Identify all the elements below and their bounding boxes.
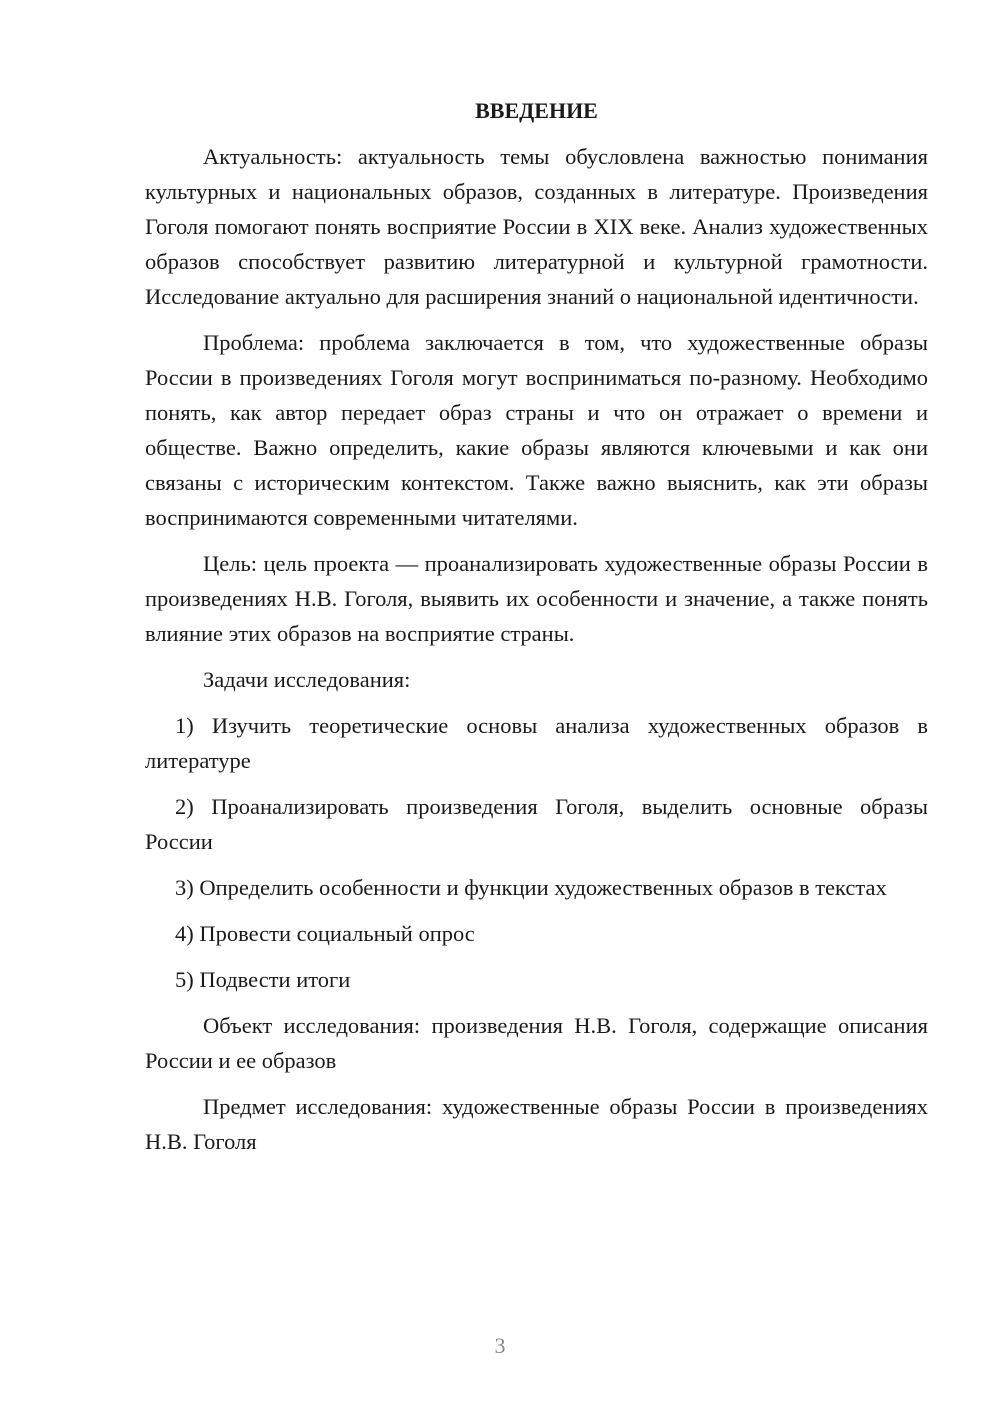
task-item: 3) Определить особенности и функции художественных образов в текстах [175, 875, 887, 900]
task-item: 5) Подвести итоги [175, 967, 351, 992]
goal-paragraph: Цель: цель проекта — проанализировать художественные образы России в произведениях Н.В. Гоголя, выявить их особенности и значение, а также понять влияние этих образов на восприятие страны. [145, 551, 928, 646]
problem-paragraph: Проблема: проблема заключается в том, что художественные образы России в произведениях Гоголя могут восприниматься по-разному. Необходимо понять, как автор передает образ страны и что он отражает о времени и обществе. Важно определить, какие образы являются ключевыми и как они связаны с историческим контекстом. Также важно выяснить, как эти образы воспринимаются современными читателями. [145, 330, 928, 530]
page-title: ВВЕДЕНИЕ [475, 98, 598, 123]
document-page [145, 93, 928, 1170]
page-number: 3 [494, 1333, 506, 1358]
object-paragraph: Объект исследования: произведения Н.В. Гоголя, содержащие описания России и ее образов [145, 1013, 928, 1073]
relevance-paragraph: Актуальность: актуальность темы обусловлена важностью понимания культурных и национальных образов, созданных в литературе. Произведения Гоголя помогают понять восприятие России в XIX веке. Анализ художественных образов способствует развитию литературной и культурной грамотности. Исследование актуально для расширения знаний о национальной идентичности. [145, 144, 928, 309]
subject-paragraph: Предмет исследования: художественные образы России в произведениях Н.В. Гоголя [145, 1094, 928, 1154]
task-item: 2) Проанализировать произведения Гоголя, выделить основные образы России [145, 794, 928, 854]
task-item: 1) Изучить теоретические основы анализа художественных образов в литературе [145, 713, 928, 773]
tasks-heading: Задачи исследования: [203, 667, 411, 692]
task-item: 4) Провести социальный опрос [175, 921, 475, 946]
